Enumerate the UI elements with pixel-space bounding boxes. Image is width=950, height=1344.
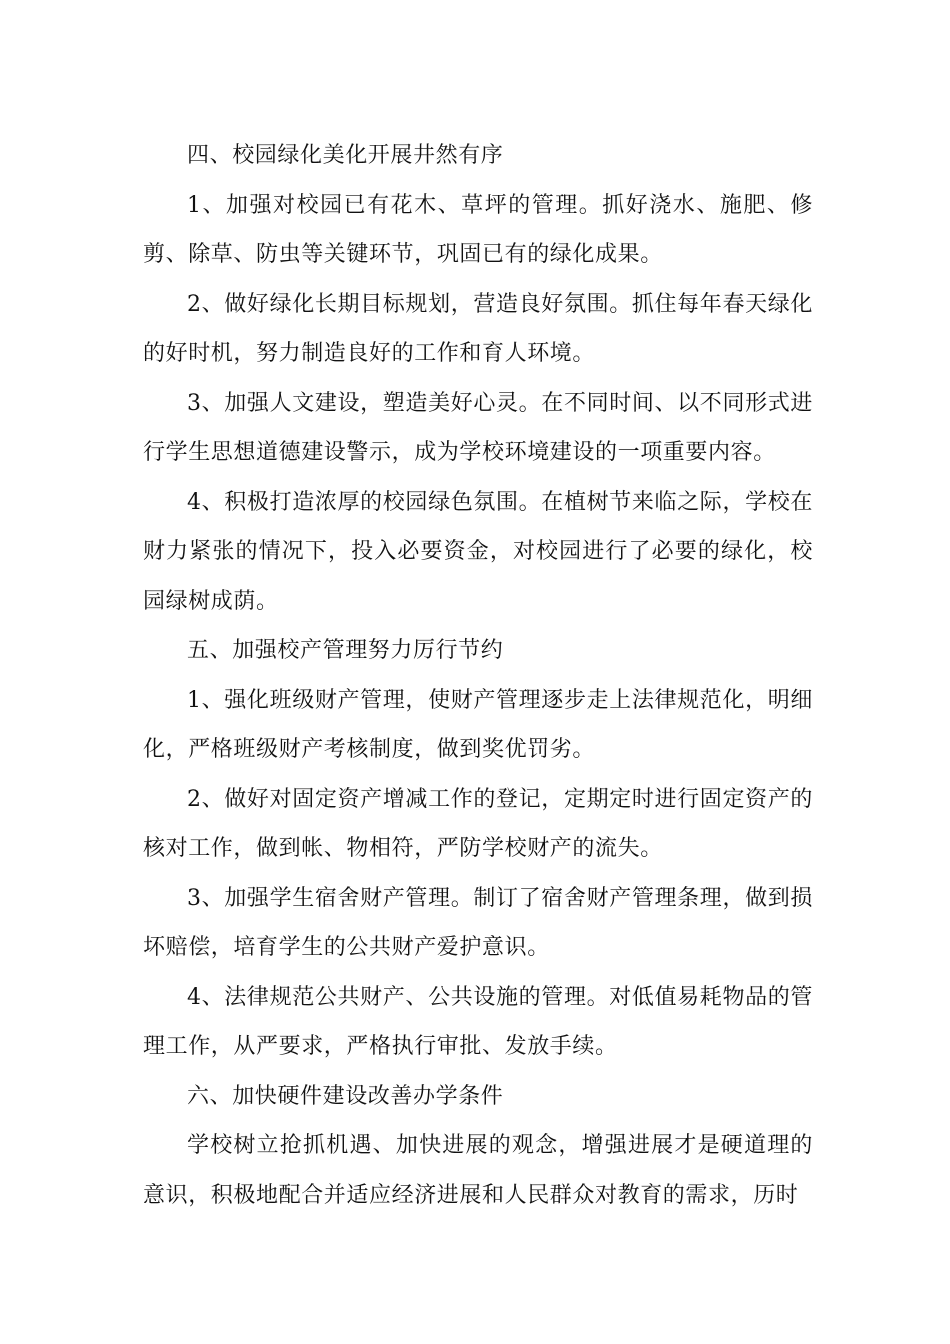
paragraph-4-3: 3、加强人文建设，塑造美好心灵。在不同时间、以不同形式进行学生思想道德建设警示，成为学校环境建设的一项重要内容。: [143, 390, 813, 465]
paragraph-5-3: 3、加强学生宿舍财产管理。制订了宿舍财产管理条理，做到损坏赔偿，培育学生的公共财产爱护意识。: [143, 885, 813, 960]
paragraph-4-2: 2、做好绿化长期目标规划，营造良好氛围。抓住每年春天绿化的好时机，努力制造良好的工作和育人环境。: [143, 291, 813, 366]
paragraph-4-1: 1、加强对校园已有花木、草坪的管理。抓好浇水、施肥、修剪、除草、防虫等关键环节，巩固已有的绿化成果。: [143, 192, 813, 267]
section-heading-4: 四、校园绿化美化开展井然有序: [187, 143, 504, 168]
document-body: [143, 131, 813, 1220]
paragraph-5-4: 4、法律规范公共财产、公共设施的管理。对低值易耗物品的管理工作，从严要求，严格执行审批、发放手续。: [143, 984, 813, 1059]
paragraph-6-1: 学校树立抢抓机遇、加快进展的观念，增强进展才是硬道理的意识，积极地配合并适应经济进展和人民群众对教育的需求，历时: [143, 1133, 813, 1208]
paragraph-4-4: 4、积极打造浓厚的校园绿色氛围。在植树节来临之际，学校在财力紧张的情况下，投入必要资金，对校园进行了必要的绿化，校园绿树成荫。: [143, 489, 813, 614]
paragraph-5-1: 1、强化班级财产管理，使财产管理逐步走上法律规范化，明细化，严格班级财产考核制度，做到奖优罚劣。: [143, 687, 813, 762]
section-heading-6: 六、加快硬件建设改善办学条件: [187, 1083, 504, 1109]
paragraph-5-2: 2、做好对固定资产增减工作的登记，定期定时进行固定资产的核对工作，做到帐、物相符，严防学校财产的流失。: [143, 786, 813, 861]
section-heading-5: 五、加强校产管理努力厉行节约: [187, 638, 504, 663]
